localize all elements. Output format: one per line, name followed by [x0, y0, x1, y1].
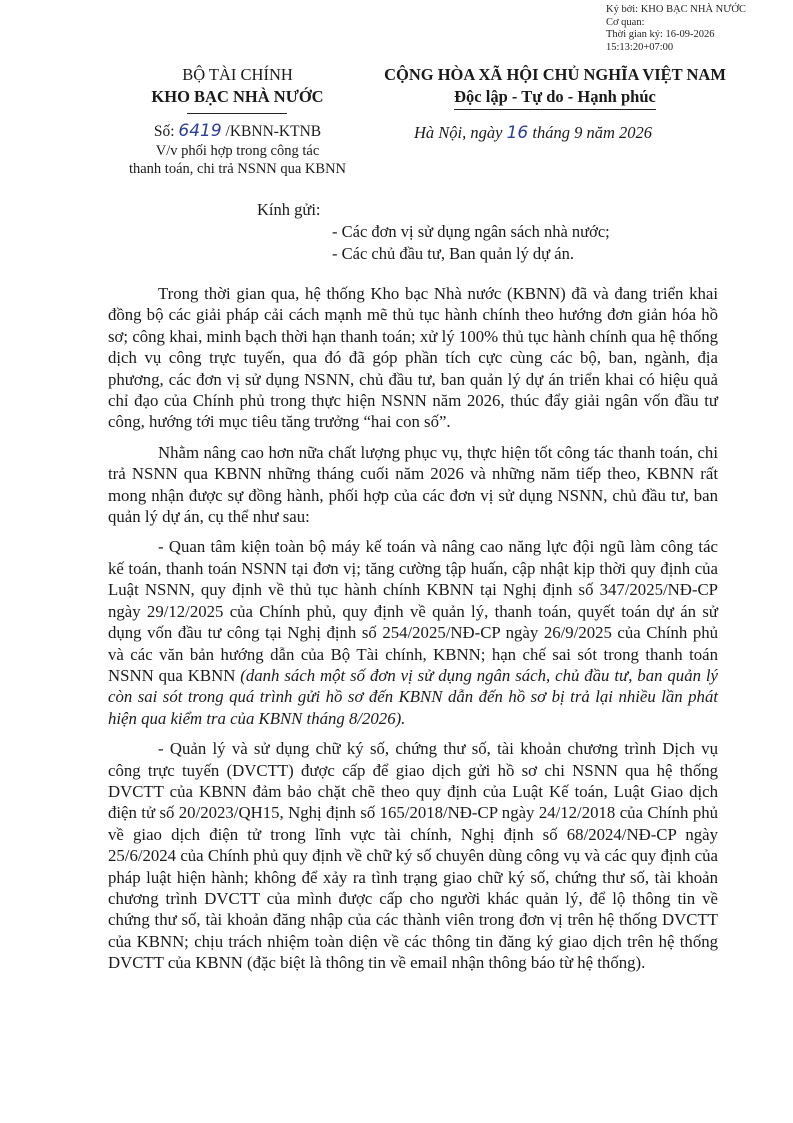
subject-line-1: V/v phối hợp trong công tác: [155, 143, 320, 159]
date-day-handwritten: 16: [506, 123, 529, 143]
document-number: [100, 122, 375, 141]
recipients-label: Kính gửi:: [257, 200, 321, 219]
paragraph-3-text: - Quan tâm kiện toàn bộ máy kế toán và nâng cao năng lực đội ngũ làm công tác kế toán, thanh toán NSNN tại đơn vị; tăng cường tập huấn, cập nhật kịp thời quy định của Luật NSNN, quy định về thủ tục hành chính KBNN tại Nghị định số 347/2025/NĐ-CP ngày 29/12/2025 của Chính phủ, quy định về quản lý, thanh toán, quyết toán dự án sử dụng vốn đầu tư công tại Nghị định số 254/2025/NĐ-CP ngày 26/9/2025 của Chính phủ và các văn bản hướng dẫn của Bộ Tài chính, KBNN; hạn chế sai sót trong thanh toán NSNN qua KBNN: [108, 537, 718, 685]
doc-number-handwritten: 6419: [178, 121, 222, 141]
paragraph-3-italic-note: (danh sách một số đơn vị sử dụng ngân sách, chủ đầu tư, ban quản lý còn sai sót trong quá trình gửi hồ sơ đến KBNN dẫn đến hồ sơ bị trả lại nhiều lần phát hiện qua kiểm tra của KBNN tháng 8/2026).: [108, 665, 719, 728]
agency-name: KHO BẠC NHÀ NƯỚC: [151, 87, 324, 106]
body-paragraph-1: Trong thời gian qua, hệ thống Kho bạc Nhà nước (KBNN) đã và đang triển khai đồng bộ các giải pháp cải cách mạnh mẽ thủ tục hành chính theo hướng đơn giản hóa hồ sơ; công khai, minh bạch thời hạn thanh toán; xử lý 100% thủ tục hành chính qua hệ thống dịch vụ công trực tuyến, qua đó đã góp phần tích cực cùng các bộ, ban, ngành, địa phương, các đơn vị sử dụng NSNN, chủ đầu tư, ban quản lý dự án triển khai có hiệu quả chỉ đạo của Chính phủ trong thực hiện NSNN năm 2026, thúc đẩy giải ngân vốn đầu tư công, hướng tới mục tiêu tăng trưởng “hai con số”.: [108, 284, 718, 432]
signature-time: Thời gian ký: 16-09-2026: [606, 29, 715, 40]
doc-number-prefix: Số:: [153, 123, 175, 140]
document-date: [414, 123, 744, 143]
recipient-item: - Các đơn vị sử dụng ngân sách nhà nước;: [332, 222, 610, 241]
body-paragraph-2: Nhằm nâng cao hơn nữa chất lượng phục vụ, thực hiện tốt công tác thanh toán, chi trả NSNN qua KBNN những tháng cuối năm 2026 và những năm tiếp theo, KBNN rất mong nhận được sự đồng hành, phối hợp của các đơn vị sử dụng NSNN, chủ đầu tư, ban quản lý dự án, cụ thể như sau:: [108, 442, 718, 527]
signature-agency: Cơ quan:: [606, 16, 645, 28]
national-motto: Độc lập - Tự do - Hạnh phúc: [454, 86, 656, 110]
subject-line-2: thanh toán, chi trả NSNN qua KBNN: [128, 161, 347, 177]
signature-time-value: 15:13:20+07:00: [606, 41, 674, 53]
signature-signed-by: Ký bởi: KHO BẠC NHÀ NƯỚC: [606, 4, 746, 15]
header-divider: [187, 113, 287, 114]
issuer-header: [100, 64, 375, 108]
ministry-name: BỘ TÀI CHÍNH: [182, 65, 293, 84]
national-header: [360, 64, 750, 110]
date-prefix: Hà Nội, ngày: [414, 123, 503, 142]
doc-number-suffix: /KBNN-KTNB: [225, 123, 322, 140]
document-body: [108, 283, 718, 983]
body-paragraph-4: - Quản lý và sử dụng chữ ký số, chứng thư số, tài khoản chương trình Dịch vụ công trực tuyến (DVCTT) được cấp để giao dịch gửi hồ sơ chi NSNN qua hệ thống DVCTT của KBNN đảm bảo chặt chẽ theo quy định của Luật Kế toán, Luật Giao dịch điện tử số 20/2023/QH15, Nghị định số 165/2018/NĐ-CP ngày 24/12/2018 của Chính phủ về giao dịch điện tử trong lĩnh vực tài chính, Nghị định số 68/2024/NĐ-CP ngày 25/6/2024 của Chính phủ quy định về chữ ký số chuyên dùng công vụ và các quy định của pháp luật hiện hành; không để xảy ra tình trạng giao chữ ký số, chứng thư số, tài khoản chương trình DVCTT của mình được cấp cho người khác quản lý, để lộ thông tin về chứng thư số, tài khoản đăng nhập của các thành viên trong đơn vị trên hệ thống DVCTT của KBNN; chịu trách nhiệm toàn diện về các thông tin đăng ký giao dịch trên hệ thống DVCTT của KBNN (đặc biệt là thông tin về email nhận thông báo từ hệ thống).: [108, 739, 718, 973]
document-subject: [100, 142, 375, 178]
recipient-item: - Các chủ đầu tư, Ban quản lý dự án.: [332, 244, 574, 263]
digital-signature-stamp: [606, 4, 791, 54]
body-paragraph-3: [108, 536, 718, 729]
date-suffix: tháng 9 năm 2026: [532, 123, 652, 142]
nation-name: CỘNG HÒA XÃ HỘI CHỦ NGHĨA VIỆT NAM: [384, 65, 726, 84]
